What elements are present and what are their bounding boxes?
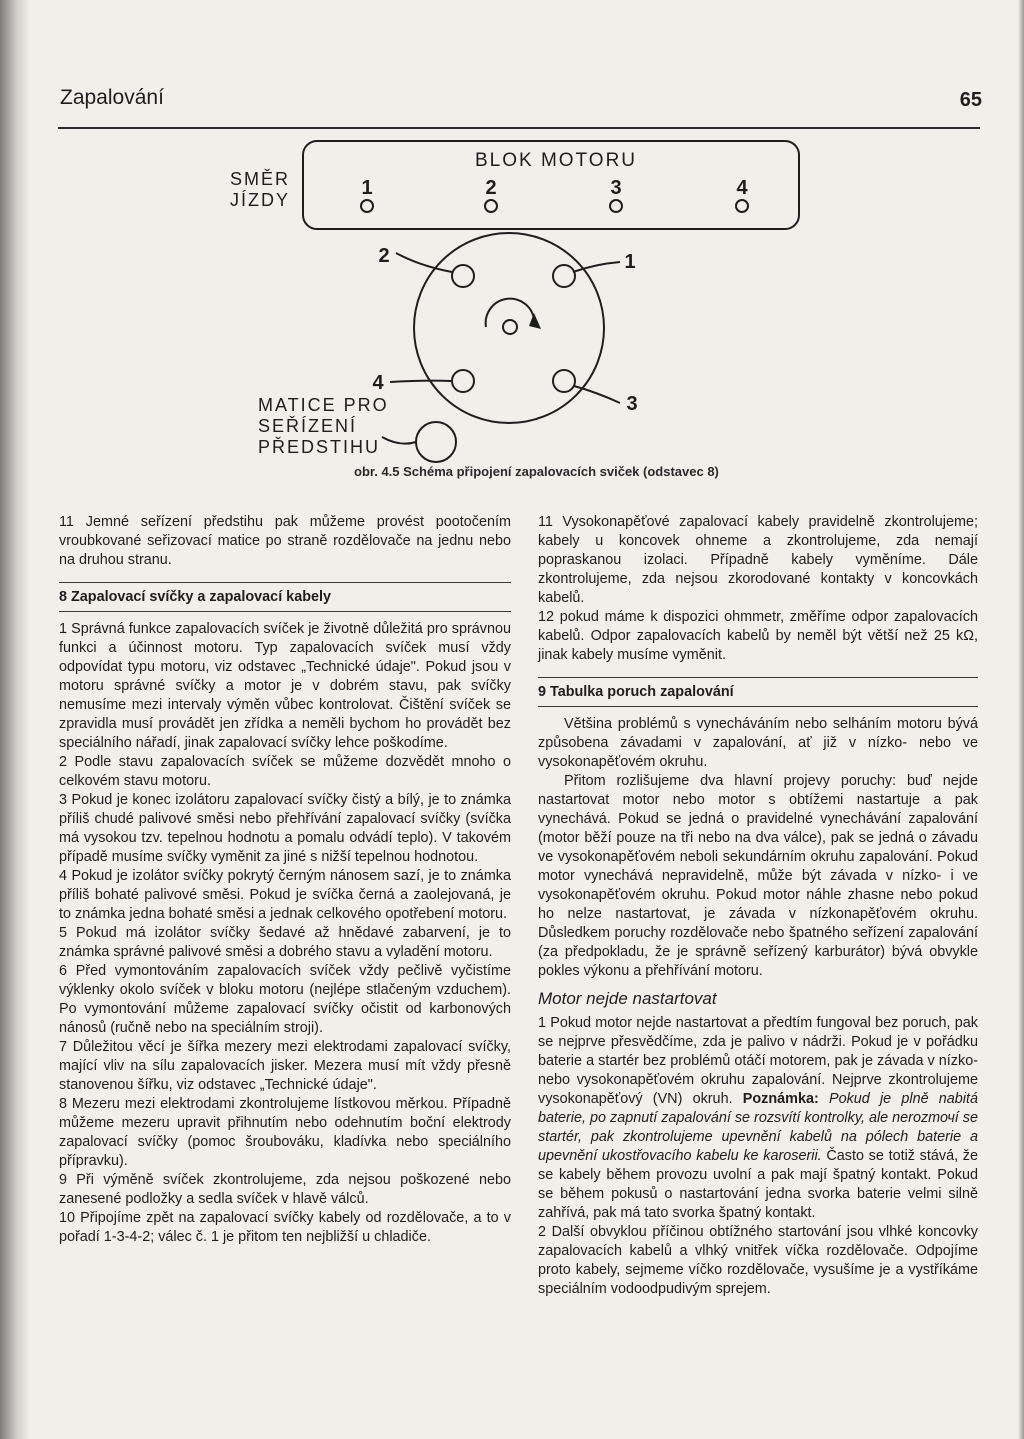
distributor-cap [414,233,604,423]
nut-label-line-2: SEŘÍZENÍ [258,416,358,436]
paragraph: 9 Při výměně svíček zkontrolujeme, zda nejsou poškozené nebo zanesené podložky a sedla svíček v hlavě válců. [59,1172,511,1207]
paragraph-text: 1 Pokud motor nejde nastartovat a předtím fungoval bez poruch, pak se nejprve přesvědčíme, zda je palivo v nádrži. Pokud je v pořádku baterie a startér bez problémů otáčí motorem, pak je závada v nízko- nebo vysokonapěťovém okruhu zapalování. Nejprve zkontrolujeme vysokonapěťový (VN) okruh. [538,1015,978,1107]
paragraph: 11 Vysokonapěťové zapalovací kabely pravidelně zkontrolujeme; kabely u koncovek ohneme a zkontrolujeme, zda nemají popraskanou izolaci. Případně kabely vyměníme. Dále zkontrolujeme, zda nejsou zkorodované kontakty v koncovkách kabelů. [538,514,978,606]
cylinder-1-plug [361,200,373,212]
paragraph: Většina problémů s vynecháváním nebo selháním motoru bývá způsobena závadami v zapalování, ať již v nízko- nebo ve vysokonapěťovém okruhu. [538,716,978,770]
paragraph: 1 Správná funkce zapalovacích svíček je životně důležitá pro správnou funkci a účinnost motoru. Typ zapalovacích svíček musí vždy odpovídat typu motoru, viz odstavec „Technické údaje". Pokud jsou v motoru správné svíčky a motor je v dobrém stavu, pak svíčky nemusíme mezi intervaly výměn vůbec kontrolovat. Čištění svíček se zpravidla musí provádět jen zřídka a neměli bychom ho provádět bez speciálního nářadí, jinak zapalovací svíčky lehce poškodíme. [59,621,511,751]
right-column [538,513,978,1299]
terminal-top-right [553,265,575,287]
terminal-top-left [452,265,474,287]
cylinder-4-plug [736,200,748,212]
paragraph: 3 Pokud je konec izolátoru zapalovací svíčky čistý a bílý, je to známka příliš chudé palivové směsi nebo přehřívání zapalovací svíčky (svíčka má vysokou tzv. tepelnou hodnotu a pomalu odvádí teplo). V takovém případě musíme svíčky vyměnit za jiné s nižší tepelnou hodnotou. [59,792,511,865]
terminal-label-1: 1 [624,251,636,273]
paragraph-with-note [538,1014,978,1223]
section-heading-9: 9 Tabulka poruch zapalování [538,677,978,707]
terminal-label-2: 2 [378,245,390,267]
subheading: Motor nejde nastartovat [538,989,717,1008]
figure-caption: obr. 4.5 Schéma připojení zapalovacích sviček (odstavec 8) [354,464,719,479]
paragraph: 8 Mezeru mezi elektrodami zkontrolujeme lístkovou měrkou. Případně můžeme mezeru upravit přihnutím nebo odehnutím boční elektrody zapalovací svíčky (pomoc šroubováku, kladívka nebo speciálního přípravku). [59,1096,511,1169]
cylinder-2-plug [485,200,497,212]
nut-label-line-3: PŘEDSTIHU [258,437,381,457]
engine-block-label: BLOK MOTORU [474,150,638,171]
paragraph: 11 Jemné seřízení předstihu pak můžeme provést pootočením vroubkované seřizovací matice po straně rozdělovače na jednu nebo na druhou stranu. [59,514,511,568]
direction-label-line-2: JÍZDY [229,190,290,210]
cylinder-4-number: 4 [736,177,748,199]
terminal-bottom-left [452,370,474,392]
paragraph: Přitom rozlišujeme dva hlavní projevy poruchy: buď nejde nastartovat motor nebo motor s obtížemi nastartuje a pak vynechává. Pokud se jedná o pravidelné vynechávání zapalování (motor běží pouze na tři nebo na dva válce), pak se jedná o závadu ve vysokonapěťovém neboli sekundárním okruhu zapalování. Pokud motor vynechává nepravidelně, může být závada v nízko- i ve vysokonapěťovém okruhu. Pokud motor náhle zhasne nebo pokud ho nelze nastartovat, je závada v nízkonapěťovém okruhu. Důsledkem poruchy rozdělovače nebo špatného seřízení zapalování (za předpokladu, že je správně seřízený karburátor) bývá obvykle pokles výkonu a přehřívání motoru. [538,773,978,979]
section-heading-8: 8 Zapalovací svíčky a zapalovací kabely [59,582,511,612]
page-number: 65 [959,89,982,111]
cylinder-1-number: 1 [361,177,373,199]
note-label: Poznámka: [742,1091,819,1107]
paragraph: 5 Pokud má izolátor svíčky šedavé až hnědavé zabarvení, je to známka správné palivové směsi a dobrého stavu a vyladění motoru. [59,925,511,960]
terminal-label-4: 4 [372,372,384,394]
paragraph: 7 Důležitou věcí je šířka mezery mezi elektrodami zapalovací svíčky, mající vliv na sílu zapalovacích jisker. Mezera musí mít vždy přesně stanovenou šířku, viz odstavec „Technické údaje". [59,1039,511,1093]
cylinder-2-number: 2 [485,177,497,199]
running-header-title: Zapalování [60,86,164,109]
paragraph: 2 Podle stavu zapalovacích svíček se můžeme dozvědět mnoho o celkovém stavu motoru. [59,754,511,789]
paragraph: 12 pokud máme k dispozici ohmmetr, změříme odpor zapalovacích kabelů. Odpor zapalovacích kabelů by neměl být větší než 25 kΩ, jinak kabely musíme vyměnit. [538,609,978,663]
paragraph: 10 Připojíme zpět na zapalovací svíčky kabely od rozdělovače, a to v pořadí 1-3-4-2; válec č. 1 je přitom ten nejbližší u chladiče. [59,1210,511,1245]
paragraph-text: Často se totiž stává, že se kabely během provozu uvolní a pak mají špatný kontakt. Pokud se během pokusů o nastartování jedna svorka baterie velmi silně zahřívá, pak má tato svorka špatný kontakt. [538,1148,978,1221]
cylinder-3-number: 3 [610,177,622,199]
rotation-arrowhead [529,313,541,329]
paragraph: 4 Pokud je izolátor svíčky pokrytý černým nánosem sazí, je to známka příliš bohaté palivové směsi. Pokud je svíčka černá a zaolejovaná, je to známka jedna bohaté směsi a jednak celkového opotřebení motoru. [59,868,511,922]
spark-plug-wiring-diagram [0,0,1024,470]
nut-label-line-1: MATICE PRO [258,395,389,415]
paragraph: 6 Před vymontováním zapalovacích svíček vždy pečlivě vyčistíme výklenky okolo svíček v bloku motoru (nejlépe stlačeným vzduchem). Po vymontování můžeme zapalovací svíčky očistit od karbonových nánosů (ručně nebo na speciálním stroji). [59,963,511,1036]
direction-label-line-1: SMĚR [229,169,290,189]
left-column [59,513,511,1247]
note-text: Pokud je plně nabitá baterie, po zapnutí zapalování se rozsvítí kontrolky, ale nerozточí se startér, pak zkontrolujeme upevnění kabelů na pólech baterie a upevnění ukostřovacího kabelu ke karoserii. [538,1091,978,1164]
terminal-bottom-right [553,370,575,392]
rotor-center [503,320,517,334]
paragraph: 2 Další obvyklou příčinou obtížného startování jsou vlhké koncovky zapalovacích kabelů a vlhký vnitřek víčka rozdělovače. Odpojíme proto kabely, sejmeme víčko rozdělovače, vysušíme je a vystříkáme speciálním vodoodpudivým sprejem. [538,1224,978,1297]
terminal-label-3: 3 [626,393,638,415]
rotation-arrow [486,299,534,327]
cylinder-3-plug [610,200,622,212]
adjusting-nut [416,422,456,462]
